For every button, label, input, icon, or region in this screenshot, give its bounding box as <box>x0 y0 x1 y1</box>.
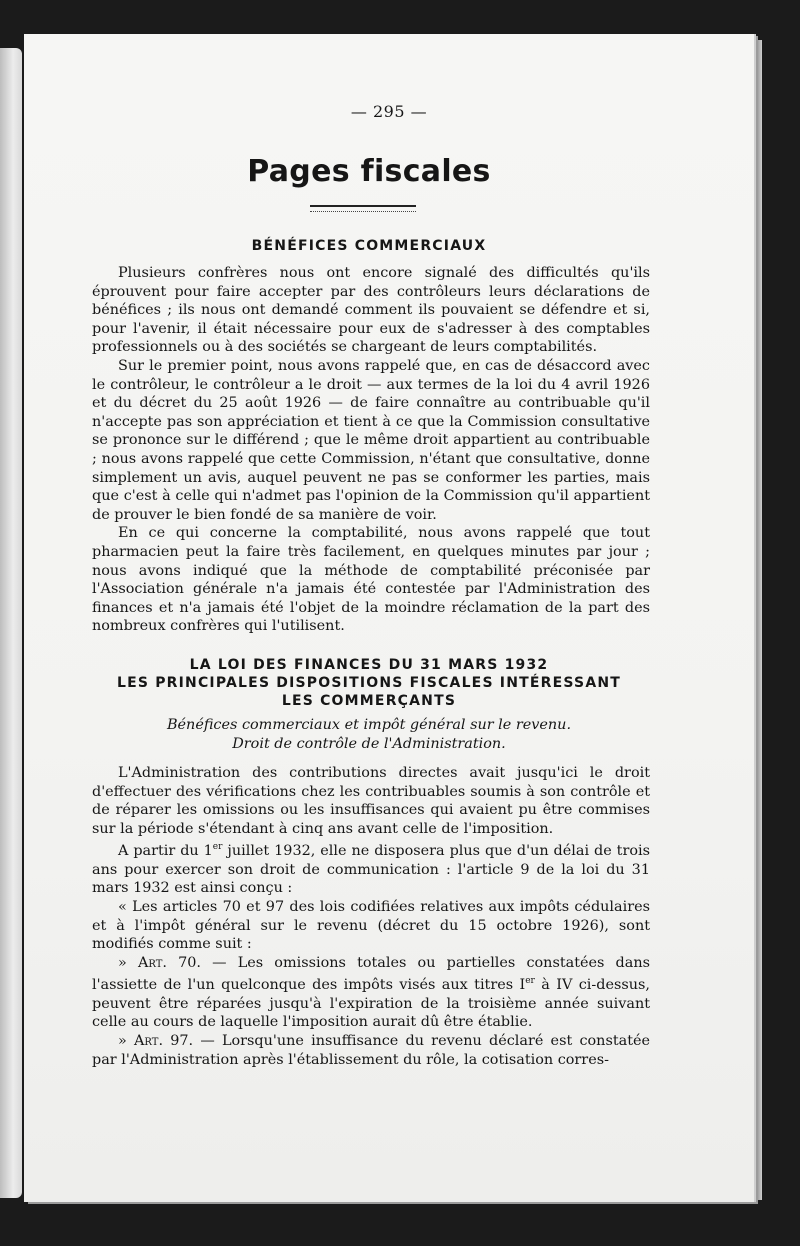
quoted-paragraph: « Les articles 70 et 97 des lois codifiées relatives aux impôts cédulaires et à l'impôt général sur le revenu (décret du 15 octobre 1926), sont modifiés comme suit : <box>92 898 650 953</box>
paragraph: L'Administration des contributions directes avait jusqu'ici le droit d'effectuer des vérifications chez les contribuables soumis à son contrôle et de réparer les omissions ou les insuffisances qui avaient pu être commises sur la période s'étendant à cinq ans avant celle de l'imposition. <box>92 765 650 837</box>
section-body-loi-finances <box>92 764 650 1069</box>
section-heading-benefices: BÉNÉFICES COMMERCIAUX <box>251 238 487 254</box>
page-title: Pages fiscales <box>247 154 491 189</box>
heading-line: LES COMMERÇANTS <box>281 693 457 709</box>
article-97: » Art. 97. — Lorsqu'une insuffisance du revenu déclaré est constatée par l'Administration après l'établissement du rôle, la cotisation corres- <box>92 1032 651 1068</box>
title-underline <box>310 205 416 212</box>
heading-line: LES PRINCIPALES DISPOSITIONS FISCALES INTÉRESSANT <box>116 675 622 691</box>
paragraph: En ce qui concerne la comptabilité, nous avons rappelé que tout pharmacien peut la faire très facilement, en quelques minutes par jour ; nous avons indiqué que la méthode de comptabilité préconisée par l'Association générale n'a jamais été contestée par l'Administration des finances et n'a jamais été l'objet de la moindre réclamation de la part des nombreux confrères qui l'utilisent. <box>92 525 650 635</box>
subheading-line: Droit de contrôle de l'Administration. <box>232 736 506 752</box>
subheading-line: Bénéfices commerciaux et impôt général sur le revenu. <box>166 717 572 733</box>
document-page <box>24 34 754 1202</box>
paragraph: Sur le premier point, nous avons rappelé que, en cas de désaccord avec le contrôleur, le contrôleur a le droit — aux termes de la loi du 4 avril 1926 et du décret du 25 août 1926 — de faire connaître au contribuable qu'il n'accepte pas son appréciation et tient à ce que la Commission consultative se prononce sur le différend ; que le même droit appartient au contribuable ; nous avons rappelé que cette Commission, n'étant que consultative, donne simplement un avis, auquel peuvent ne pas se conformer les parties, mais que c'est à celle qui n'admet pas l'opinion de la Commission qu'il appartient de prouver le bien fondé de sa manière de voir. <box>92 357 650 523</box>
page-stack-edge <box>756 40 762 1200</box>
paragraph: Plusieurs confrères nous ont encore signalé des difficultés qu'ils éprouvent pour faire accepter par des contrôleurs leurs déclarations de bénéfices ; ils nous ont demandé comment ils pouvaient se défendre et si, pour l'avenir, il était nécessaire pour eux de s'adresser à des comptables professionnels ou à des sociétés se chargeant de leurs comptabilités. <box>92 265 650 356</box>
article-70: » Art. 70. — Les omissions totales ou partielles constatées dans l'assiette de l'un quelconque des impôts visés aux titres Ier à IV ci-dessus, peuvent être réparées jusqu'à l'expiration de la troisième année suivant celle au cours de laquelle l'imposition aurait dû être établie. <box>92 954 650 1031</box>
section-subheading <box>24 716 714 754</box>
heading-line: LA LOI DES FINANCES DU 31 MARS 1932 <box>189 657 549 673</box>
page-number: — 295 — <box>350 102 428 121</box>
paragraph: A partir du 1er juillet 1932, elle ne disposera plus que d'un délai de trois ans pour exercer son droit de communication : l'article 9 de la loi du 31 mars 1932 est ainsi conçu : <box>92 842 650 897</box>
section-body-benefices <box>92 264 650 636</box>
previous-page-edge <box>0 48 22 1198</box>
section-heading-loi-finances <box>24 656 714 710</box>
